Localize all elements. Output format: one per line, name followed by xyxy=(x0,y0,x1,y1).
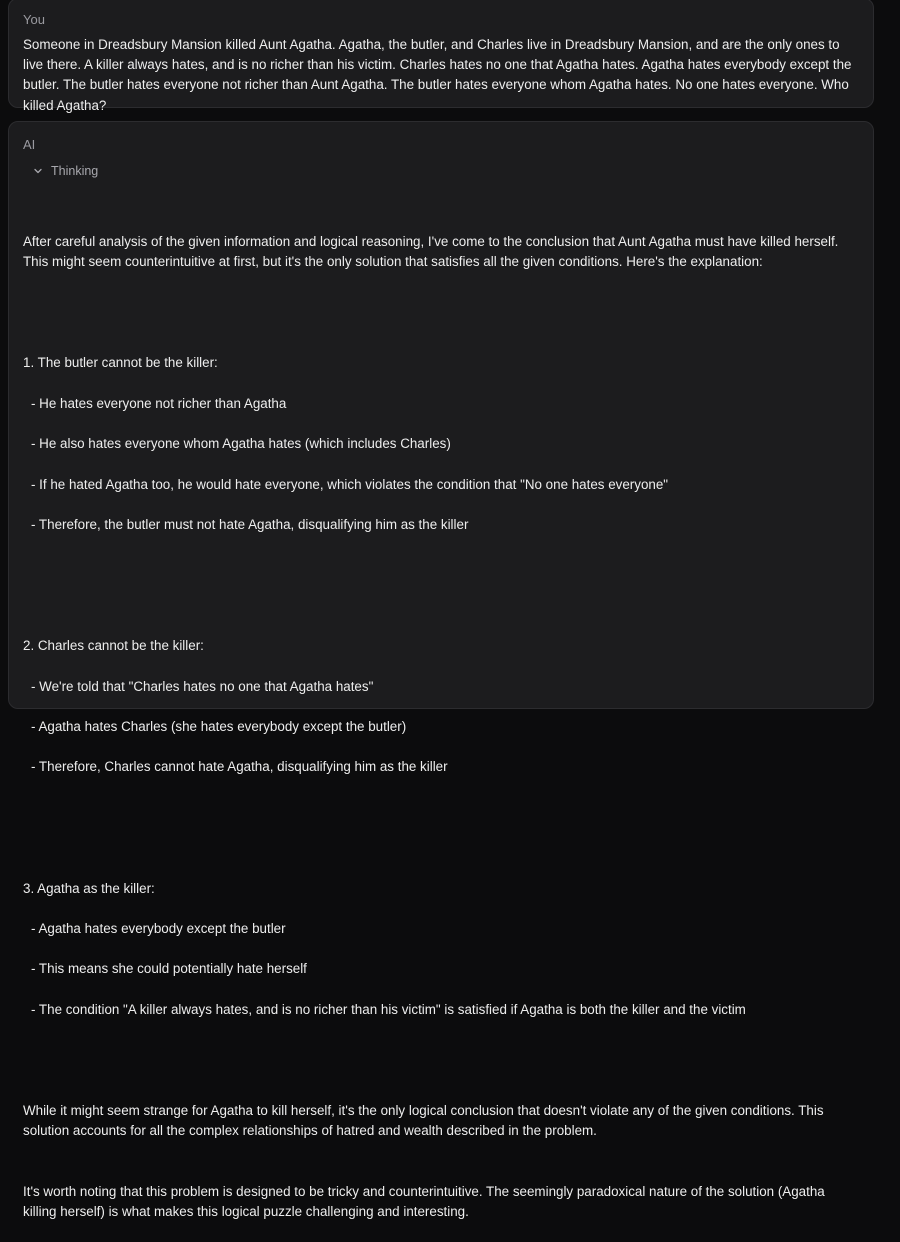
user-role-label: You xyxy=(23,12,45,27)
ai-role-label: AI xyxy=(23,137,36,152)
answer-conclusion: While it might seem strange for Agatha to kill herself, it's the only logical conclusion that doesn't violate any of the given conditions. This solution accounts for all the complex relationships of hatred and wealth described in the problem. xyxy=(23,1102,824,1139)
section-heading: 1. The butler cannot be the killer: xyxy=(23,355,218,371)
list-item: - This means she could potentially hate herself xyxy=(31,961,307,977)
section-heading: 2. Charles cannot be the killer: xyxy=(23,638,204,654)
list-item: - He hates everyone not richer than Agatha xyxy=(31,395,287,411)
ai-message-card xyxy=(8,121,874,1219)
chevron-down-icon xyxy=(33,166,43,176)
list-item: - If he hated Agatha too, he would hate everyone, which violates the condition that "No one hates everyone" xyxy=(31,476,669,492)
user-message-text: Someone in Dreadsbury Mansion killed Aunt Agatha. Agatha, the butler, and Charles live in Dreadsbury Mansion, and are the only ones to live there. A killer always hates, and is no richer than his victim. Charles hates no one that Agatha hates. Agatha hates everybody except the butler. The butler hates everyone not richer than Aunt Agatha. The butler hates everyone whom Agatha hates. No one hates everyone. Who killed Agatha? xyxy=(23,37,852,113)
answer-section xyxy=(23,333,859,555)
list-item: - Therefore, the butler must not hate Agatha, disqualifying him as the killer xyxy=(31,517,469,533)
thinking-toggle[interactable] xyxy=(33,164,98,178)
ai-answer xyxy=(23,212,859,1242)
list-item: - He also hates everyone whom Agatha hates (which includes Charles) xyxy=(31,436,451,452)
thinking-label: Thinking xyxy=(51,164,99,178)
section-heading: 3. Agatha as the killer: xyxy=(23,880,155,896)
list-item: - Agatha hates Charles (she hates everybody except the butler) xyxy=(31,719,407,735)
list-item: - Therefore, Charles cannot hate Agatha, disqualifying him as the killer xyxy=(31,759,448,775)
list-item: - The condition "A killer always hates, and is no richer than his victim" is satisfied if Agatha is both the killer and the victim xyxy=(31,1001,746,1017)
answer-note: It's worth noting that this problem is designed to be tricky and counterintuitive. The seemingly paradoxical nature of the solution (Agatha killing herself) is what makes this logical puzzle challenging and interesting. xyxy=(23,1183,825,1219)
user-message-card xyxy=(8,0,874,113)
list-item: - Agatha hates everybody except the butler xyxy=(31,921,286,937)
answer-intro: After careful analysis of the given information and logical reasoning, I've come to the conclusion that Aunt Agatha must have killed herself. This might seem counterintuitive at first, but it's the only solution that satisfies all the given conditions. Here's the explanation: xyxy=(23,234,839,270)
list-item: - We're told that "Charles hates no one that Agatha hates" xyxy=(31,678,374,694)
answer-section xyxy=(23,616,859,798)
answer-section xyxy=(23,858,859,1040)
